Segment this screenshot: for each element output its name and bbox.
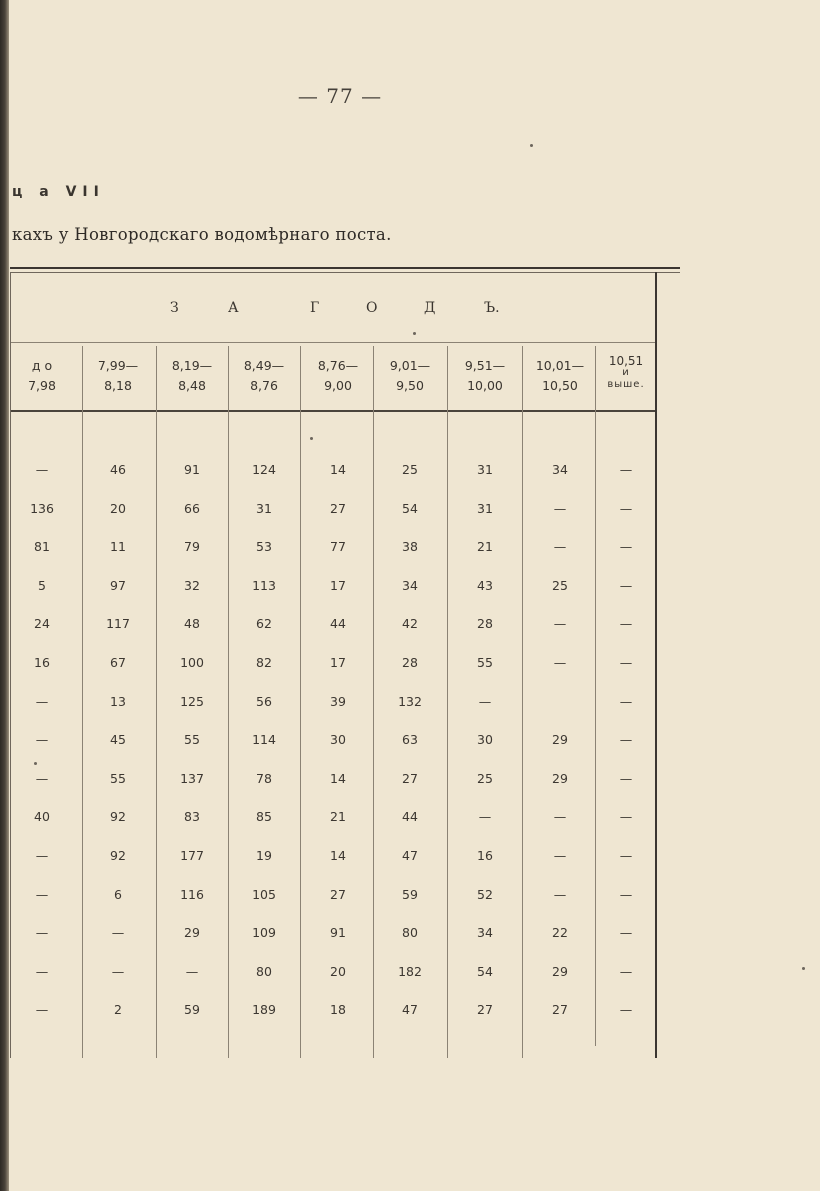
table-cell: —: [619, 500, 633, 516]
table-cell: 44: [402, 809, 418, 825]
table-cell: —: [111, 925, 125, 941]
table-cell: 31: [477, 500, 493, 516]
print-speck: [530, 144, 533, 147]
table-cell: 92: [110, 848, 126, 863]
table-cell: 54: [402, 500, 418, 516]
table-cell: —: [553, 616, 567, 632]
table-cell: 16: [477, 848, 493, 863]
header-bottom-rule: [10, 410, 656, 412]
table-cell: —: [619, 616, 633, 632]
table-cell: —: [553, 500, 567, 516]
table-cell: 80: [256, 963, 272, 979]
column-header: [450, 356, 520, 396]
table-cell: 17: [330, 655, 346, 670]
table-cell: 116: [180, 886, 204, 902]
table-top-rule-thin: [10, 272, 680, 273]
table-cell: —: [478, 693, 492, 709]
table-cell: 97: [110, 577, 126, 593]
table-cell: 25: [477, 770, 493, 786]
table-cell: 43: [477, 577, 493, 593]
column-header-bottom: 8,76: [250, 378, 278, 393]
table-cell: 67: [110, 655, 126, 670]
table-cell: 177: [180, 848, 204, 863]
table-cell: 100: [180, 655, 204, 670]
table-cell: 29: [552, 732, 568, 748]
table-cell: 132: [398, 693, 422, 709]
table-label: ц а VII: [12, 184, 105, 200]
table-cell: 31: [256, 500, 272, 516]
table-cell: 109: [252, 925, 276, 941]
table-cell: 25: [552, 577, 568, 593]
table-cell: 182: [398, 963, 422, 979]
table-cell: —: [35, 693, 49, 709]
table-cell: 91: [330, 925, 346, 941]
column-header-top: 10,51: [608, 354, 644, 368]
table-cell: —: [185, 963, 199, 979]
table-cell: —: [619, 925, 633, 941]
table-cell: —: [619, 655, 633, 670]
group-header-letter: Г: [310, 300, 320, 316]
column-header-top: 8,49—: [243, 358, 285, 373]
table-cell: 81: [34, 539, 50, 555]
table-cell: —: [553, 539, 567, 555]
table-cell: 55: [477, 655, 493, 670]
table-cell: —: [619, 462, 633, 477]
column-header: [303, 356, 373, 396]
column-divider: [522, 346, 523, 1058]
table-cell: 5: [38, 577, 46, 593]
table-cell: 14: [330, 848, 346, 863]
table-cell: —: [619, 577, 633, 593]
table-cell: 14: [330, 770, 346, 786]
table-cell: 17: [330, 577, 346, 593]
table-cell: 14: [330, 462, 346, 477]
table-cell: 2: [114, 1002, 122, 1018]
table-cell: 25: [402, 462, 418, 477]
header-separator-rule: [10, 342, 656, 343]
table-cell: 136: [30, 500, 54, 516]
table-cell: 11: [110, 539, 126, 555]
column-header-bottom: 9,00: [324, 378, 352, 393]
table-cell: 79: [184, 539, 200, 555]
table-cell: —: [619, 732, 633, 748]
column-header-top: 8,76—: [317, 358, 359, 373]
table-cell: 47: [402, 848, 418, 863]
column-header: [525, 356, 595, 396]
table-cell: —: [35, 462, 49, 477]
table-cell: 46: [110, 462, 126, 477]
column-header-top: 9,01—: [389, 358, 431, 373]
table-cell: —: [478, 809, 492, 825]
table-cell: 29: [184, 925, 200, 941]
print-speck: [802, 967, 805, 970]
column-header-mid: и: [622, 367, 630, 378]
table-cell: —: [35, 925, 49, 941]
group-header-letter: Д: [424, 300, 436, 316]
column-header: [591, 355, 661, 391]
table-cell: —: [35, 848, 49, 863]
column-header-bottom: 7,98: [28, 378, 56, 393]
table-cell: 28: [402, 655, 418, 670]
table-cell: 27: [552, 1002, 568, 1018]
column-header: [7, 356, 77, 396]
print-speck: [413, 332, 416, 335]
table-cell: 92: [110, 809, 126, 825]
table-cell: 80: [402, 925, 418, 941]
table-cell: 42: [402, 616, 418, 632]
column-divider: [300, 346, 301, 1058]
table-cell: 66: [184, 500, 200, 516]
table-cell: 85: [256, 809, 272, 825]
print-speck: [34, 762, 37, 765]
column-header: [83, 356, 153, 396]
page-number: — 77 —: [297, 84, 383, 108]
column-header-bottom: 9,50: [396, 378, 424, 393]
table-cell: —: [619, 963, 633, 979]
table-cell: —: [553, 655, 567, 670]
table-cell: 30: [330, 732, 346, 748]
table-cell: 39: [330, 693, 346, 709]
table-cell: 52: [477, 886, 493, 902]
table-cell: 30: [477, 732, 493, 748]
table-cell: —: [553, 848, 567, 863]
table-cell: 62: [256, 616, 272, 632]
table-cell: 24: [34, 616, 50, 632]
table-cell: —: [619, 1002, 633, 1018]
column-divider: [447, 346, 448, 1058]
column-header-top: д о: [31, 358, 53, 373]
column-header-bottom: 10,50: [542, 378, 578, 393]
table-cell: 59: [184, 1002, 200, 1018]
table-cell: 48: [184, 616, 200, 632]
column-header-top: 9,51—: [464, 358, 506, 373]
print-speck: [310, 437, 313, 440]
table-cell: 34: [552, 462, 568, 477]
table-cell: —: [35, 963, 49, 979]
table-cell: —: [35, 1002, 49, 1018]
table-cell: 63: [402, 732, 418, 748]
table-cell: —: [553, 809, 567, 825]
table-cell: 125: [180, 693, 204, 709]
column-header-top: 7,99—: [97, 358, 139, 373]
table-cell: 78: [256, 770, 272, 786]
table-cell: —: [619, 693, 633, 709]
table-cell: 189: [252, 1002, 276, 1018]
table-cell: 27: [330, 886, 346, 902]
column-divider: [373, 346, 374, 1058]
column-header-top: 10,01—: [535, 358, 585, 373]
table-cell: —: [111, 963, 125, 979]
table-cell: 117: [106, 616, 130, 632]
table-cell: 27: [477, 1002, 493, 1018]
table-cell: 28: [477, 616, 493, 632]
table-caption: кахъ у Новгородскаго водомѣрнаго поста.: [12, 225, 392, 244]
table-top-rule: [10, 267, 680, 269]
table-cell: —: [35, 732, 49, 748]
group-header-letter: О: [366, 300, 378, 316]
table-cell: —: [619, 539, 633, 555]
table-cell: 113: [252, 577, 276, 593]
table-cell: 82: [256, 655, 272, 670]
table-cell: 53: [256, 539, 272, 555]
table-cell: 77: [330, 539, 346, 555]
table-cell: 38: [402, 539, 418, 555]
table-cell: 34: [477, 925, 493, 941]
column-header: [375, 356, 445, 396]
table-cell: 40: [34, 809, 50, 825]
table-cell: 6: [114, 886, 122, 902]
table-cell: —: [35, 770, 49, 786]
table-cell: 47: [402, 1002, 418, 1018]
table-cell: 20: [110, 500, 126, 516]
table-cell: 27: [330, 500, 346, 516]
table-cell: —: [553, 886, 567, 902]
table-cell: 56: [256, 693, 272, 709]
table-cell: 44: [330, 616, 346, 632]
table-cell: 54: [477, 963, 493, 979]
table-cell: 20: [330, 963, 346, 979]
table-cell: 59: [402, 886, 418, 902]
table-cell: —: [35, 886, 49, 902]
table-cell: 29: [552, 963, 568, 979]
table-cell: 34: [402, 577, 418, 593]
table-cell: 27: [402, 770, 418, 786]
table-cell: —: [619, 809, 633, 825]
group-header-letter: Ъ.: [484, 300, 500, 316]
table-cell: 114: [252, 732, 276, 748]
table-cell: 105: [252, 886, 276, 902]
table-cell: 19: [256, 848, 272, 863]
column-header-bottom: выше.: [607, 379, 645, 390]
column-header: [157, 356, 227, 396]
table-cell: 137: [180, 770, 204, 786]
table-cell: 45: [110, 732, 126, 748]
group-header-letter: З: [170, 300, 179, 316]
table-cell: 29: [552, 770, 568, 786]
table-cell: 21: [330, 809, 346, 825]
column-header-bottom: 8,48: [178, 378, 206, 393]
table-cell: 16: [34, 655, 50, 670]
table-cell: 91: [184, 462, 200, 477]
table-cell: 124: [252, 462, 276, 477]
group-header-letter: А: [228, 300, 239, 316]
column-header-bottom: 10,00: [467, 378, 503, 393]
table-cell: 83: [184, 809, 200, 825]
column-header-bottom: 8,18: [104, 378, 132, 393]
table-cell: 31: [477, 462, 493, 477]
table-cell: —: [619, 848, 633, 863]
column-header: [229, 356, 299, 396]
table-cell: 22: [552, 925, 568, 941]
column-header-top: 8,19—: [171, 358, 213, 373]
table-cell: 21: [477, 539, 493, 555]
table-cell: —: [619, 770, 633, 786]
table-cell: 32: [184, 577, 200, 593]
table-cell: —: [619, 886, 633, 902]
table-cell: 13: [110, 693, 126, 709]
table-cell: 55: [184, 732, 200, 748]
table-cell: 55: [110, 770, 126, 786]
table-cell: 18: [330, 1002, 346, 1018]
